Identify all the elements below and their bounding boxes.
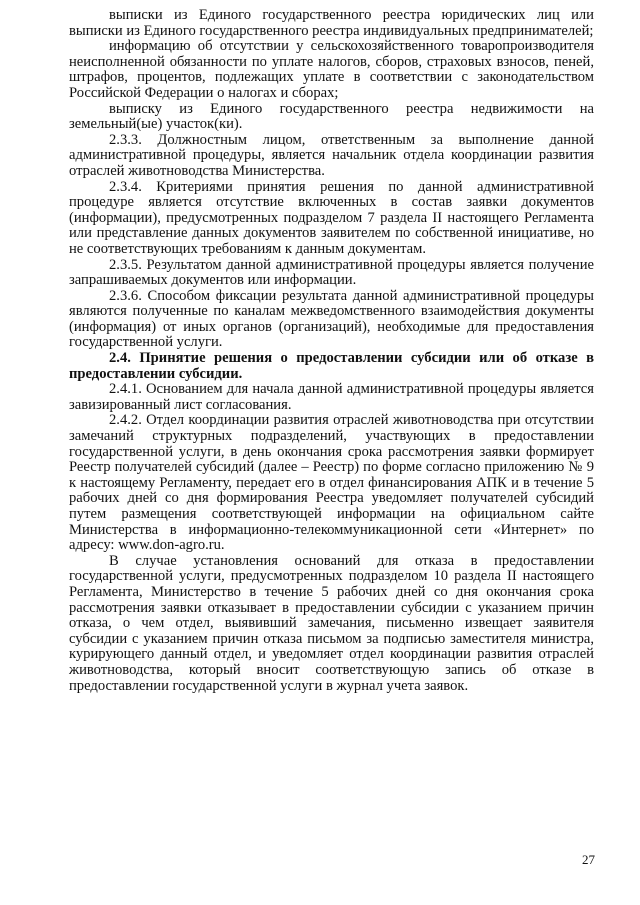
- section-heading: 2.4. Принятие решения о предоставлении субсидии или об отказе в предоставлении субсидии.: [69, 350, 594, 382]
- paragraph: 2.3.5. Результатом данной административной процедуры является получение запрашиваемых документов или информации.: [69, 256, 594, 289]
- paragraph: 2.3.4. Критериями принятия решения по данной административной процедуре является отсутствие включенных в состав заявки документов (информации), предусмотренных подразделом 7 раздела II настоящего Регламента или представление данных документов заявителем по собственной инициативе, но не соответствующих требованиям к данным документам.: [69, 178, 594, 257]
- paragraph: 2.4.2. Отдел координации развития отраслей животноводства при отсутствии замечаний структурных подразделений, участвующих в предоставлении государственной услуги, в день окончания срока рассмотрения заявки формирует Реестр получателей субсидий (далее – Реестр) по форме согласно приложению № 9 к настоящему Регламенту, передает его в отдел финансирования АПК и в течение 5 рабочих дней со дня формирования Реестра уведомляет получателей субсидий путем размещения соответствующей информации на официальном сайте Министерства в информационно-телекоммуникационной сети «Интернет» по адресу: www.don-agro.ru.: [69, 412, 594, 554]
- page-number: 27: [582, 852, 595, 867]
- paragraph: выписки из Единого государственного реестра юридических лиц или выписки из Единого государственного реестра индивидуальных предпринимателей;: [69, 7, 594, 39]
- paragraph: выписку из Единого государственного реестра недвижимости на земельный(ые) участок(ки).: [69, 100, 594, 133]
- paragraph: 2.3.3. Должностным лицом, ответственным за выполнение данной административной процедуры, является начальник отдела координации развития отраслей животноводства Министерства.: [69, 131, 594, 179]
- paragraph: 2.4.1. Основанием для начала данной административной процедуры является завизированный лист согласования.: [69, 381, 594, 413]
- paragraph: В случае установления оснований для отказа в предоставлении государственной услуги, предусмотренных подразделом 10 раздела II настоящего Регламента, Министерство в течение 5 рабочих дней со дня окончания срока рассмотрения заявки отказывает в предоставлении субсидии с указанием причин отказа, о чем отдел, выявивший замечания, письменно извещает заявителя субсидии с указанием причин отказа письмом за подписью заместителя министра, курирующего данный отдел, и уведомляет отдел координации развития отраслей животноводства, который вносит соответствующую запись об отказе в предоставлении государственной услуги в журнал учета заявок.: [69, 552, 594, 694]
- paragraph: 2.3.6. Способом фиксации результата данной административной процедуры являются полученные по каналам межведомственного взаимодействия документы (информация) от иных органов (организаций), необходимые для предоставления государственной услуги.: [69, 287, 594, 351]
- document-body: [69, 8, 594, 694]
- paragraph: информацию об отсутствии у сельскохозяйственного товаропроизводителя неисполненной обязанности по уплате налогов, сборов, страховых взносов, пеней, штрафов, процентов, подлежащих уплате в соответствии с законодательством Российской Федерации о налогах и сборах;: [69, 38, 594, 101]
